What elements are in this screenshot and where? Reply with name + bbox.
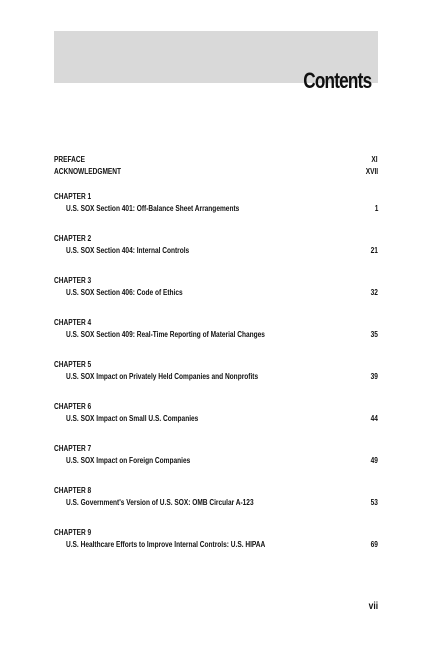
- chapter-number: CHAPTER 9: [54, 528, 92, 537]
- toc-entry-chapter-7[interactable]: [54, 456, 378, 466]
- chapter-label: [54, 444, 378, 454]
- toc-entry-label: PREFACE: [54, 155, 85, 164]
- toc-entry-preface[interactable]: [54, 155, 378, 165]
- toc-entry-acknowledgment[interactable]: [54, 167, 378, 177]
- toc-page-number: 39: [370, 372, 378, 381]
- chapter-label: [54, 402, 378, 412]
- chapter-label: [54, 486, 378, 496]
- chapter-title: U.S. SOX Impact on Privately Held Companies and Nonprofits: [66, 372, 259, 381]
- chapter-number: CHAPTER 8: [54, 486, 92, 495]
- toc-page-number: 21: [370, 246, 378, 255]
- chapter-title: U.S. SOX Section 406: Code of Ethics: [66, 288, 183, 297]
- chapter-title: U.S. SOX Impact on Foreign Companies: [66, 456, 191, 465]
- chapter-title: U.S. SOX Section 409: Real-Time Reporting of Material Changes: [66, 330, 265, 339]
- page-number-folio: vii: [368, 601, 378, 612]
- chapter-label: [54, 234, 378, 244]
- chapter-title: U.S. SOX Section 401: Off-Balance Sheet Arrangements: [66, 204, 240, 213]
- page-title: Contents: [302, 68, 371, 93]
- chapter-label: [54, 192, 378, 202]
- toc-page-number: 49: [370, 456, 378, 465]
- toc-page-number: 35: [370, 330, 378, 339]
- chapter-title: U.S. Healthcare Efforts to Improve Internal Controls: U.S. HIPAA: [66, 540, 266, 549]
- toc-page-number: XI: [371, 155, 378, 164]
- toc-page-number: 44: [370, 414, 378, 423]
- toc-entry-chapter-3[interactable]: [54, 288, 378, 298]
- toc-entry-chapter-1[interactable]: [54, 204, 378, 214]
- chapter-label: [54, 360, 378, 370]
- toc-entry-chapter-4[interactable]: [54, 330, 378, 340]
- chapter-label: [54, 528, 378, 538]
- chapter-title: U.S. SOX Section 404: Internal Controls: [66, 246, 190, 255]
- toc-entry-label: ACKNOWLEDGMENT: [54, 167, 122, 176]
- toc-entry-chapter-9[interactable]: [54, 540, 378, 550]
- toc-page-number: 53: [370, 498, 378, 507]
- toc-entry-chapter-5[interactable]: [54, 372, 378, 382]
- toc-entry-chapter-8[interactable]: [54, 498, 378, 508]
- toc-page-number: 1: [374, 204, 378, 213]
- chapter-number: CHAPTER 6: [54, 402, 92, 411]
- chapter-number: CHAPTER 1: [54, 192, 92, 201]
- toc-page-number: 69: [370, 540, 378, 549]
- chapter-number: CHAPTER 7: [54, 444, 92, 453]
- toc-entry-chapter-6[interactable]: [54, 414, 378, 424]
- chapter-number: CHAPTER 3: [54, 276, 92, 285]
- toc-page-number: 32: [370, 288, 378, 297]
- chapter-label: [54, 318, 378, 328]
- toc-page-number: XVII: [365, 167, 378, 176]
- chapter-label: [54, 276, 378, 286]
- chapter-number: CHAPTER 4: [54, 318, 92, 327]
- toc-entry-chapter-2[interactable]: [54, 246, 378, 256]
- chapter-number: CHAPTER 5: [54, 360, 92, 369]
- chapter-number: CHAPTER 2: [54, 234, 92, 243]
- chapter-title: U.S. Government's Version of U.S. SOX: OMB Circular A-123: [66, 498, 254, 507]
- chapter-title: U.S. SOX Impact on Small U.S. Companies: [66, 414, 199, 423]
